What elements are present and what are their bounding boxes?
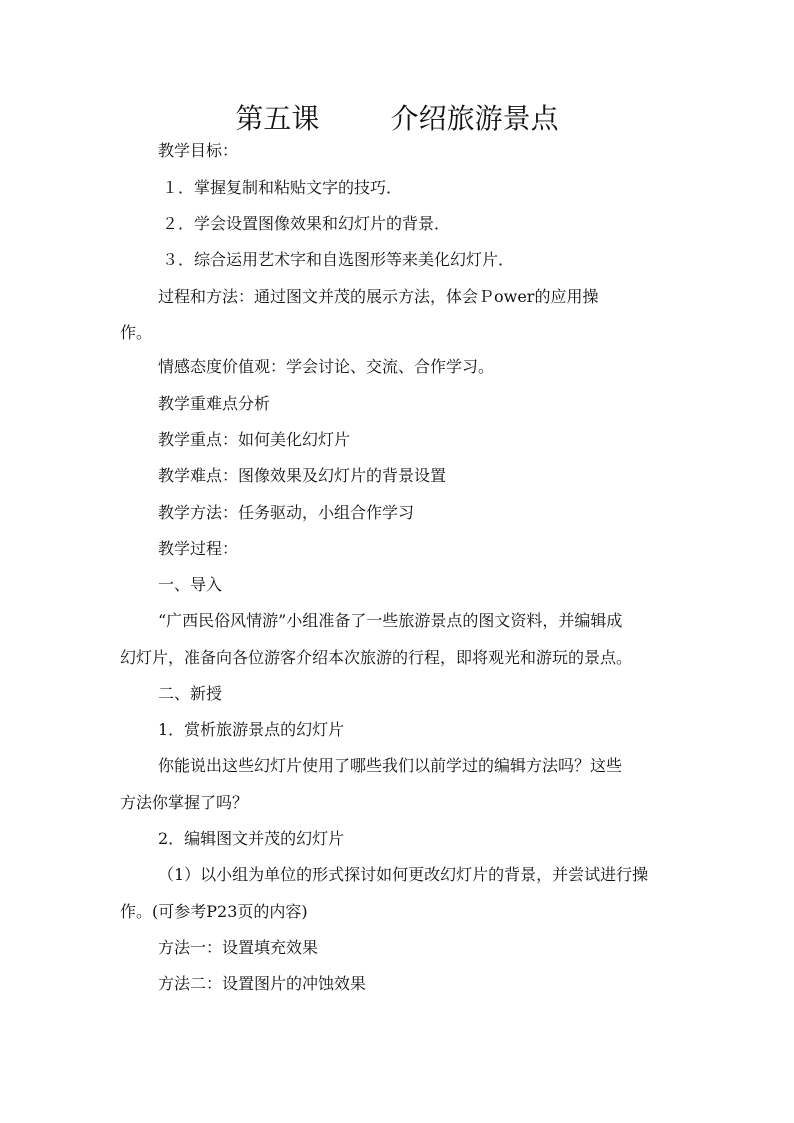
text-line: 教学过程： [158, 539, 239, 558]
page-title: 第五课 介绍旅游景点 [235, 102, 559, 135]
text-line: 教学方法：任务驱动，小组合作学习 [158, 503, 415, 522]
text-line: 教学重点：如何美化幻灯片 [158, 430, 351, 449]
text-line: 作。 [120, 323, 153, 342]
text-line: 方法你掌握了吗？ [120, 793, 249, 812]
text-line: 教学重难点分析 [158, 394, 271, 413]
text-line: 教学难点：图像效果及幻灯片的背景设置 [158, 466, 447, 485]
text-line: 一、导入 [158, 575, 223, 594]
text-line: 你能说出这些幻灯片使用了哪些我们以前学过的编辑方法吗？这些 [158, 756, 623, 775]
text-line: “广西民俗风情游”小组准备了一些旅游景点的图文资料，并编辑成 [158, 611, 623, 630]
text-line: 2．编辑图文并茂的幻灯片 [158, 829, 345, 848]
text-line: 过程和方法：通过图文并茂的展示方法，体会Ｐower的应用操 [158, 287, 599, 306]
text-line: 1．赏析旅游景点的幻灯片 [158, 720, 345, 739]
text-line: ２．学会设置图像效果和幻灯片的背景． [162, 214, 451, 233]
text-line: 幻灯片，准备向各位游客介绍本次旅游的行程，即将观光和游玩的景点。 [120, 648, 633, 667]
text-line: １．掌握复制和粘贴文字的技巧． [162, 178, 403, 197]
text-line: 情感态度价值观：学会讨论、交流、合作学习。 [158, 357, 495, 376]
text-line: 教学目标： [158, 141, 239, 160]
text-line: （1）以小组为单位的形式探讨如何更改幻灯片的背景，并尝试进行操 [158, 865, 649, 884]
text-line: 方法二：设置图片的冲蚀效果 [158, 974, 367, 993]
text-line: 方法一：设置填充效果 [158, 938, 319, 957]
text-line: 二、新授 [158, 684, 223, 703]
text-line: ３．综合运用艺术字和自选图形等来美化幻灯片． [162, 250, 515, 269]
text-line: 作。(可参考P23页的内容) [120, 902, 308, 921]
